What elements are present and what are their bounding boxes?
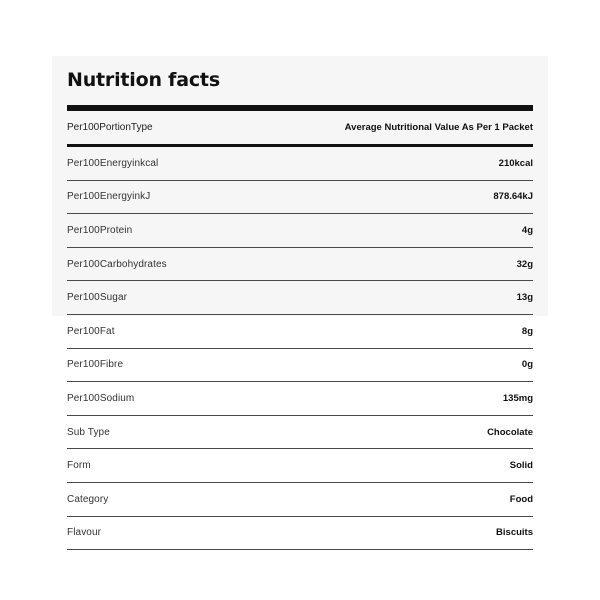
attribute-row-form (67, 449, 533, 483)
row-value: 13g (516, 292, 533, 304)
nutrition-row-fat (67, 315, 533, 349)
nutrition-row-fibre (67, 349, 533, 383)
row-value: Chocolate (487, 426, 533, 438)
row-label: Per100Carbohydrates (67, 258, 167, 270)
nutrition-row-sugar (67, 281, 533, 315)
nutrition-row-energy-kj (67, 181, 533, 215)
row-label: Per100EnergyinkJ (67, 191, 151, 203)
row-label: Form (67, 460, 91, 472)
row-label: Per100Energyinkcal (67, 157, 159, 169)
nutrition-row-protein (67, 214, 533, 248)
row-label: Category (67, 493, 109, 505)
row-label: Per100Sodium (67, 392, 135, 404)
row-value: 8g (521, 325, 533, 337)
row-label: Per100Protein (67, 224, 133, 236)
nutrition-facts-title: Nutrition facts (67, 69, 220, 91)
nutrition-row-carbohydrates (67, 248, 533, 282)
row-value: 210kcal (498, 157, 533, 169)
attribute-row-flavour (67, 517, 533, 551)
row-value: 135mg (502, 392, 533, 404)
row-value: Food (509, 493, 533, 505)
row-value: 878.64kJ (493, 191, 533, 203)
portion-type-value: Average Nutritional Value As Per 1 Packet (344, 122, 533, 133)
row-value: 0g (521, 359, 533, 371)
row-label: Per100Fibre (67, 359, 124, 371)
attribute-row-sub-type (67, 416, 533, 450)
row-label: Per100Fat (67, 325, 115, 337)
row-label: Per100Sugar (67, 292, 128, 304)
row-value: 4g (521, 224, 533, 236)
nutrition-facts-panel (67, 56, 533, 550)
attribute-row-category (67, 483, 533, 517)
nutrition-row-sodium (67, 382, 533, 416)
portion-header-row (67, 111, 533, 144)
portion-type-label: Per100PortionType (67, 122, 153, 133)
row-label: Sub Type (67, 426, 110, 438)
nutrition-row-energy-kcal (67, 147, 533, 181)
row-value: 32g (516, 258, 533, 270)
row-label: Flavour (67, 527, 102, 539)
row-value: Solid (509, 460, 533, 472)
nutrition-rows-list (67, 147, 533, 550)
row-value: Biscuits (496, 527, 533, 539)
